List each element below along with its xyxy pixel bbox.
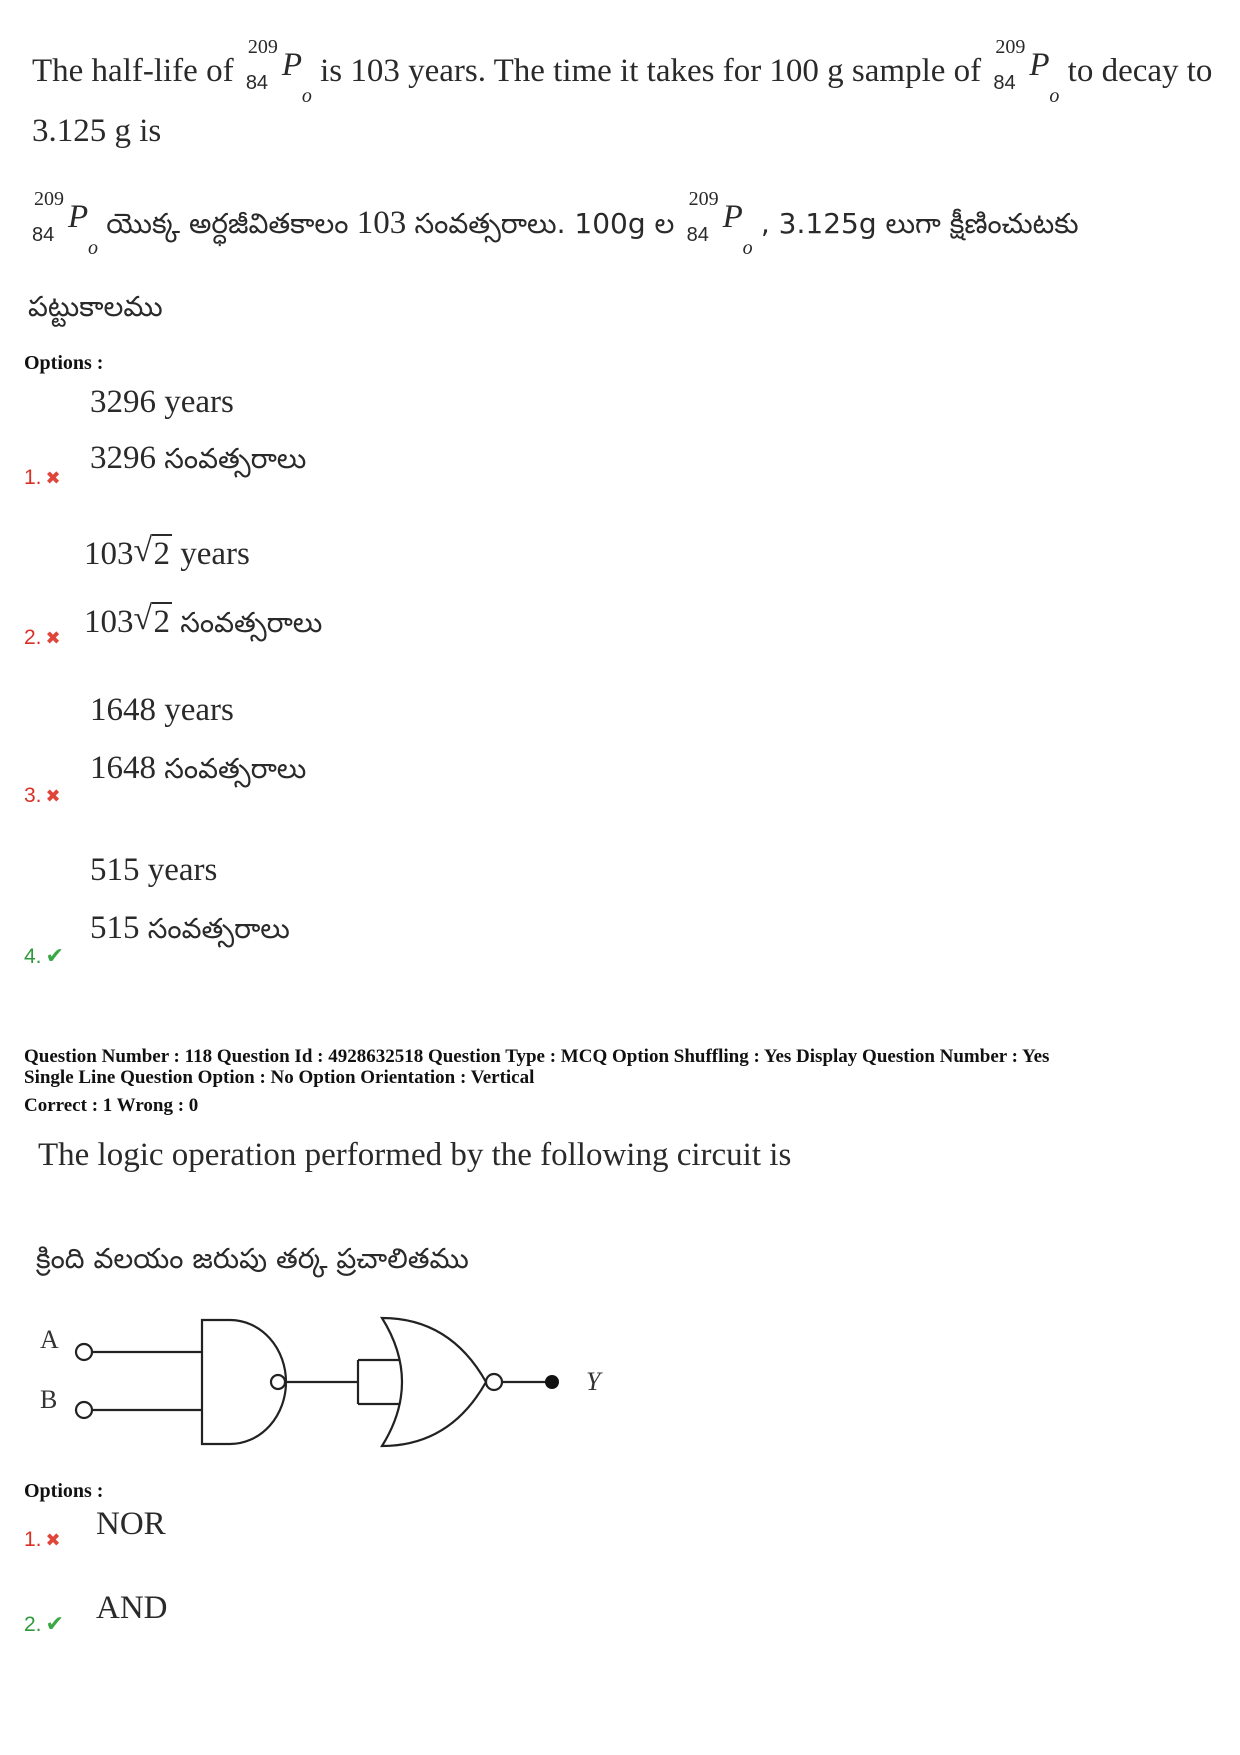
q118-option-2-marker [24, 1612, 64, 1637]
option-1-text-en: 3296 years [90, 384, 234, 420]
nuclide-po-209: 209 84 P o [993, 36, 1060, 107]
wrong-mark-icon: ✖ [45, 786, 61, 807]
option-number: 2. [24, 1613, 42, 1636]
input-a-label: A [40, 1325, 59, 1354]
nuclide-po-209: 209 84 P o [245, 36, 312, 107]
sqrt-symbol: √ 2 [133, 600, 170, 640]
option-2-text-en: 103 √ 2 years [84, 532, 250, 572]
input-b-terminal [76, 1402, 92, 1418]
question-117-text-en-line2: 3.125 g is [32, 113, 162, 149]
option-1-marker [24, 466, 61, 490]
option-4-text-en: 515 years [90, 852, 218, 888]
question-118-text-te: క్రింది వలయం జరుపు తర్క ప్రచాలితము [36, 1242, 469, 1275]
option-number: 3. [24, 784, 42, 807]
nuclide-po-209: 209 84 P o [686, 188, 753, 259]
q118-option-1-marker [24, 1528, 61, 1552]
wrong-mark-icon: ✖ [45, 1530, 61, 1551]
question-117-text-te: 209 84 P o యొక్క అర్ధజీవితకాలం 103 సంవత్సరాలు. 100g ల 209 84 P o , 3.125g లుగా క్షీణించుటకు [28, 196, 1228, 251]
q118-option-2-text: AND [96, 1590, 168, 1626]
question-118-meta-line2: Single Line Question Option : No Option Orientation : Vertical [24, 1067, 535, 1088]
sqrt-symbol: √ 2 [133, 532, 170, 572]
option-number: 4. [24, 945, 42, 968]
wrong-mark-icon: ✖ [45, 468, 61, 489]
nand-bubble [271, 1375, 285, 1389]
option-number: 1. [24, 466, 42, 489]
option-4-marker [24, 944, 64, 969]
question-118-meta-line1: Question Number : 118 Question Id : 4928632518 Question Type : MCQ Option Shuffling : Yes Display Question Number : Yes [24, 1046, 1050, 1067]
options-label: Options : [24, 1480, 104, 1502]
correct-mark-icon: ✔ [45, 944, 64, 969]
nor-bubble [486, 1374, 502, 1390]
option-number: 2. [24, 626, 42, 649]
question-118-meta-line3: Correct : 1 Wrong : 0 [24, 1095, 199, 1116]
option-3-text-te: 1648 సంవత్సరాలు [90, 750, 307, 786]
option-4-text-te: 515 సంవత్సరాలు [90, 910, 290, 946]
options-label: Options : [24, 352, 104, 374]
option-2-text-te: 103 √ 2 సంవత్సరాలు [84, 600, 323, 640]
question-117-text-en: The half-life of 209 84 P o is 103 years. The time it takes for 100 g sample of 209 84 P o to decay to [32, 36, 1213, 107]
q118-option-1-text: NOR [96, 1506, 166, 1542]
option-3-text-en: 1648 years [90, 692, 234, 728]
option-2-marker [24, 626, 61, 650]
question-117-text-te-line2: పట్టుకాలము [28, 290, 163, 323]
correct-mark-icon: ✔ [45, 1612, 64, 1637]
nuclide-po-209: 209 84 P o [32, 188, 98, 259]
output-node [545, 1375, 559, 1389]
question-118-text-en: The logic operation performed by the following circuit is [38, 1137, 792, 1173]
input-a-terminal [76, 1344, 92, 1360]
option-1-text-te: 3296 సంవత్సరాలు [90, 440, 307, 476]
wrong-mark-icon: ✖ [45, 628, 61, 649]
output-y-label: Y [586, 1367, 601, 1396]
logic-circuit-diagram [30, 1310, 630, 1460]
option-number: 1. [24, 1528, 42, 1551]
input-b-label: B [40, 1385, 58, 1414]
option-3-marker [24, 784, 61, 808]
nor-gate-body [382, 1318, 486, 1446]
